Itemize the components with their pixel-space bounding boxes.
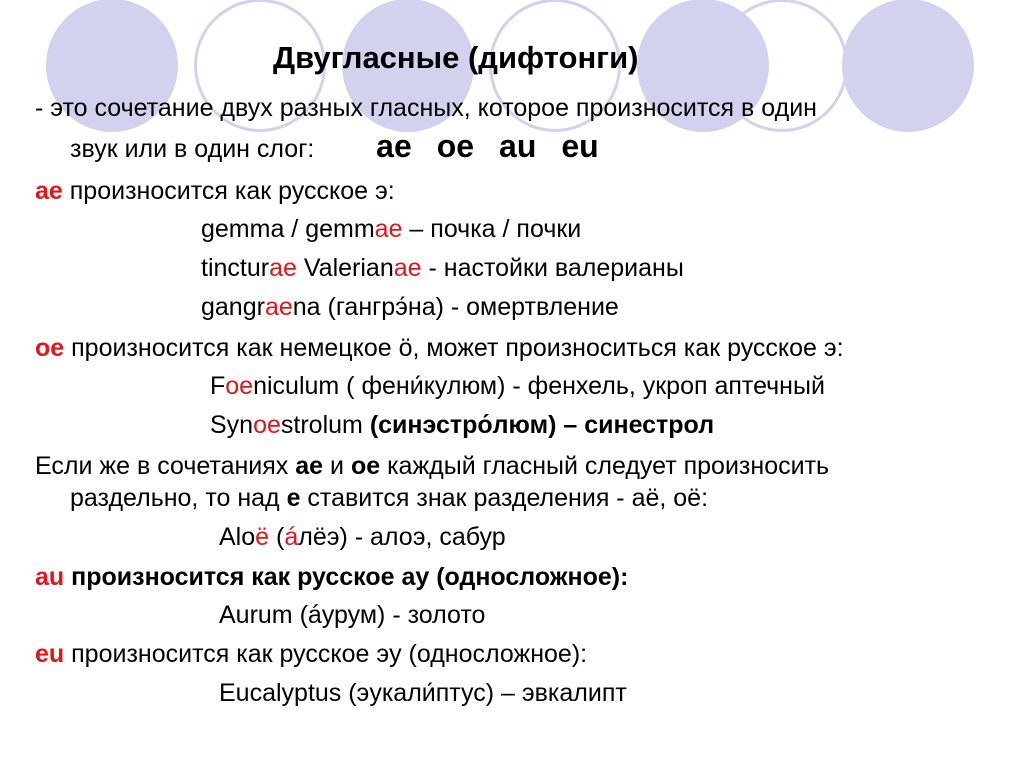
ae-example-gemma: gemma / gemmae – почка / почки — [201, 215, 582, 243]
slide-title: Двугласные (дифтонги) — [273, 40, 639, 75]
oe-example-foeniculum: Foeniculum ( фени́кулюм) - фенхель, укроп аптечный — [210, 372, 825, 400]
ae-rule: ae произносится как русское э: — [35, 177, 395, 205]
diphthong-oe: oe — [436, 128, 475, 164]
separation-rule-line-2: раздельно, то над e ставится знак разделения - аё, оё: — [70, 484, 709, 512]
definition-text: звук или в один слог: — [70, 135, 315, 163]
diphthong-eu: eu — [561, 128, 599, 164]
separation-rule-line-1: Если же в сочетаниях ae и oe каждый гласный следует произносить — [35, 452, 830, 480]
diphthong-ae: ae — [376, 128, 412, 164]
oe-rule: oe произносится как немецкое ö, может произноситься как русское э: — [35, 334, 844, 362]
au-example-aurum: Aurum (áурум) - золото — [219, 601, 486, 629]
eu-example-eucalyptus: Eucalyptus (эукали́птус) – эвкалипт — [219, 679, 627, 707]
ae-example-tincturae: tincturae Valerianae - настойки валерианы — [201, 254, 684, 282]
definition-line-2 — [70, 128, 599, 164]
decor-circle-7 — [842, 0, 974, 132]
diphthong-au: au — [499, 128, 537, 164]
definition-line-1: - это сочетание двух разных гласных, которое произносится в один — [35, 94, 817, 122]
oe-example-synoestrolum: Synoestrolum (синэстро́люм) – синестрол — [210, 411, 715, 439]
au-rule: au произносится как русское ау (односложное): — [35, 563, 629, 591]
aloe-example: Aloё (áлёэ) - алоэ, сабур — [219, 523, 506, 551]
ae-example-gangraena: gangraena (гангрэ́на) - омертвление — [201, 293, 619, 321]
eu-rule: eu произносится как русское эу (односложное): — [35, 640, 588, 668]
